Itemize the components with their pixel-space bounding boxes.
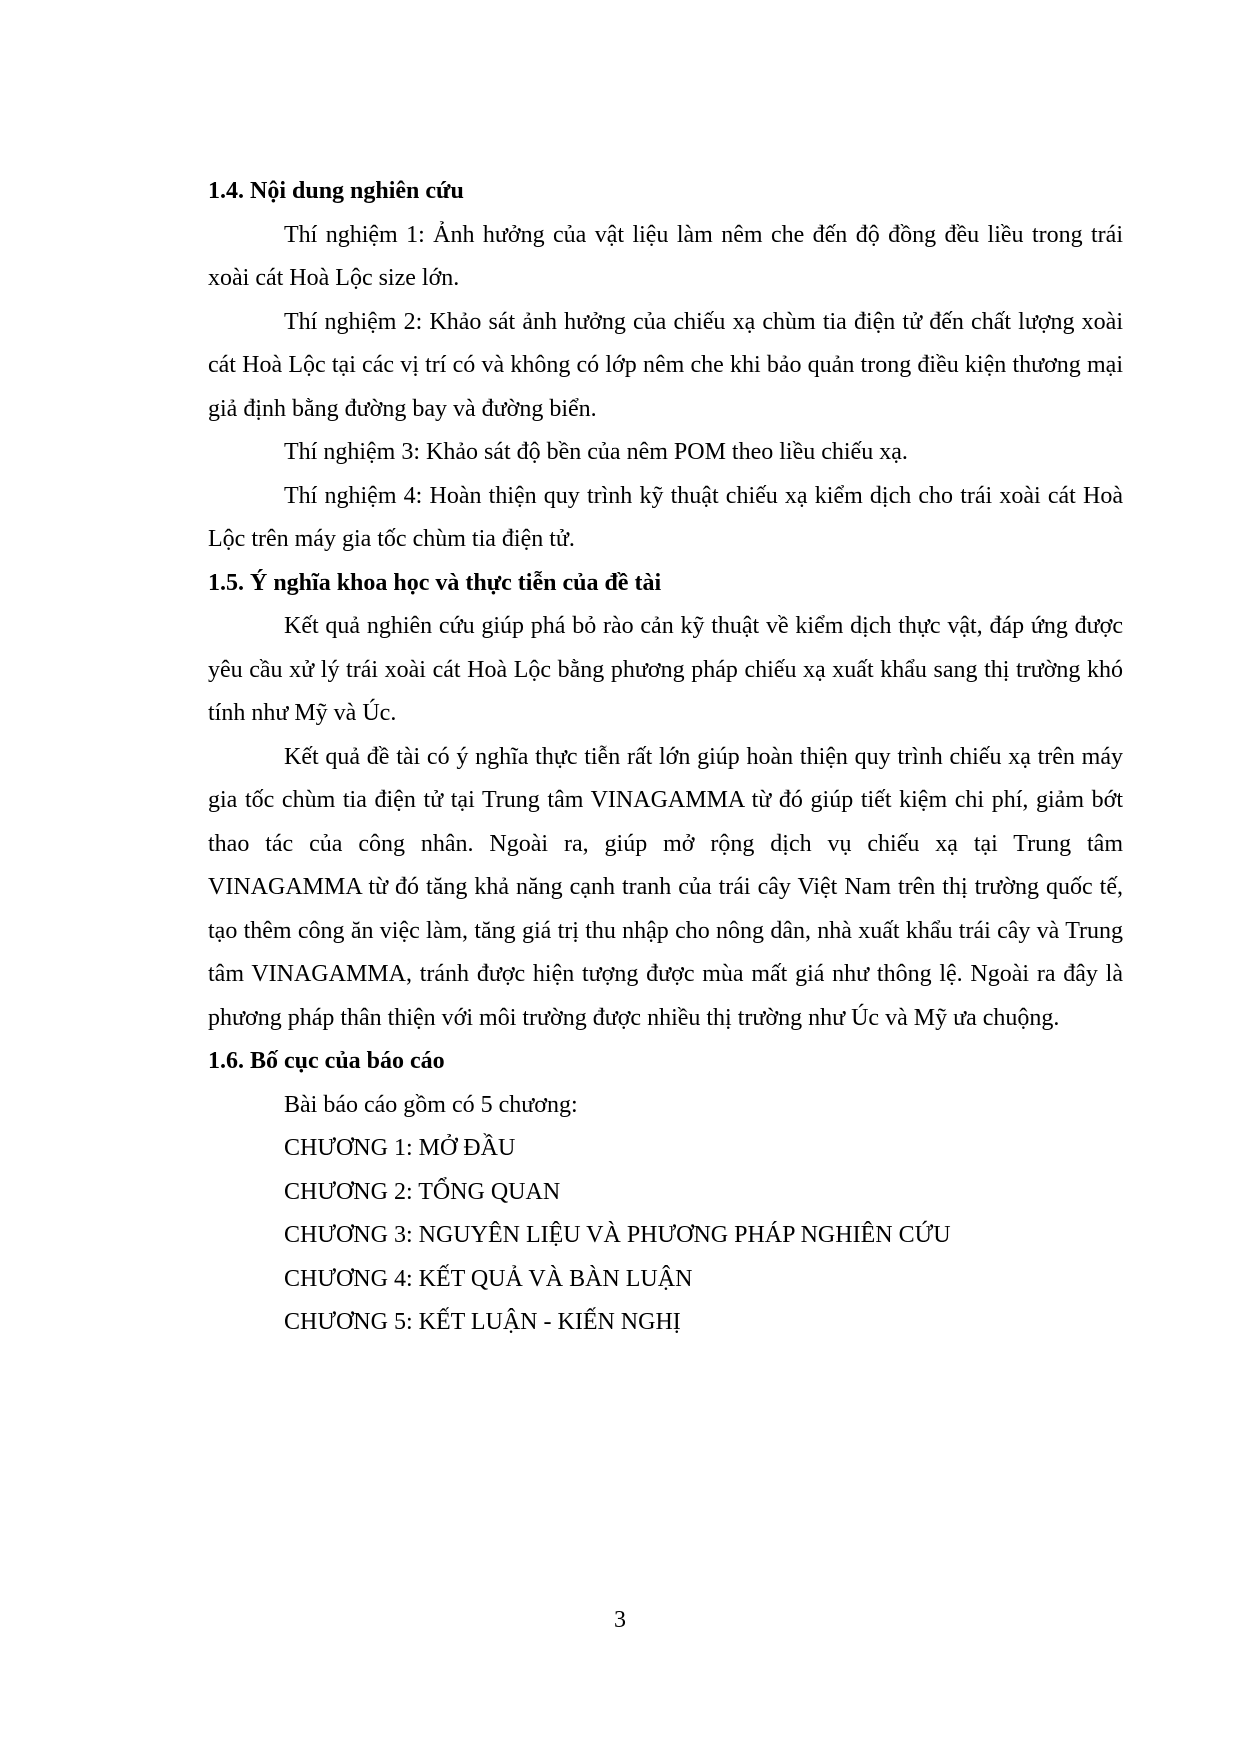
chapter-item: CHƯƠNG 4: KẾT QUẢ VÀ BÀN LUẬN [284,1265,693,1292]
chapter-item: CHƯƠNG 5: KẾT LUẬN - KIẾN NGHỊ [284,1309,681,1335]
page-content [208,170,1123,1345]
paragraph: Kết quả đề tài có ý nghĩa thực tiễn rất lớn giúp hoàn thiện quy trình chiếu xạ trên máy gia tốc chùm tia điện tử tại Trung tâm VINAGAMMA từ đó giúp tiết kiệm chi phí, giảm bớt thao tác của công nhân. Ngoài ra, giúp mở rộng dịch vụ chiếu xạ tại Trung tâm VINAGAMMA từ đó tăng khả năng cạnh tranh của trái cây Việt Nam trên thị trường quốc tế, tạo thêm công ăn việc làm, tăng giá trị thu nhập cho nông dân, nhà xuất khẩu trái cây và Trung tâm VINAGAMMA, tránh được hiện tượng được mùa mất giá như thông lệ. Ngoài ra đây là phương pháp thân thiện với môi trường được nhiều thị trường như Úc và Mỹ ưa chuộng. [208,743,1123,1031]
chapter-item: CHƯƠNG 3: NGUYÊN LIỆU VÀ PHƯƠNG PHÁP NGHIÊN CỨU [284,1222,951,1248]
page-number: 3 [614,1607,626,1633]
chapter-item: CHƯƠNG 2: TỔNG QUAN [284,1178,561,1205]
chapter-list [208,1084,1123,1345]
paragraph: Kết quả nghiên cứu giúp phá bỏ rào cản kỹ thuật về kiểm dịch thực vật, đáp ứng được yêu cầu xử lý trái xoài cát Hoà Lộc bằng phương pháp chiếu xạ xuất khẩu sang thị trường khó tính như Mỹ và Úc. [208,613,1123,726]
paragraph: Thí nghiệm 3: Khảo sát độ bền của nêm POM theo liều chiếu xạ. [284,439,908,465]
paragraph: Thí nghiệm 4: Hoàn thiện quy trình kỹ thuật chiếu xạ kiểm dịch cho trái xoài cát Hoà Lộc trên máy gia tốc chùm tia điện tử. [208,482,1123,552]
chapter-list-intro: Bài báo cáo gồm có 5 chương: [284,1091,578,1118]
section-heading-1-5: 1.5. Ý nghĩa khoa học và thực tiễn của đề tài [208,569,662,596]
paragraph: Thí nghiệm 2: Khảo sát ảnh hưởng của chiếu xạ chùm tia điện tử đến chất lượng xoài cát Hoà Lộc tại các vị trí có và không có lớp nêm che khi bảo quản trong điều kiện thương mại giả định bằng đường bay và đường biển. [208,308,1123,422]
paragraph: Thí nghiệm 1: Ảnh hưởng của vật liệu làm nêm che đến độ đồng đều liều trong trái xoài cát Hoà Lộc size lớn. [208,221,1123,291]
section-heading-1-6: 1.6. Bố cục của báo cáo [208,1048,445,1074]
section-heading-1-4: 1.4. Nội dung nghiên cứu [208,178,464,204]
chapter-item: CHƯƠNG 1: MỞ ĐẦU [284,1135,516,1161]
